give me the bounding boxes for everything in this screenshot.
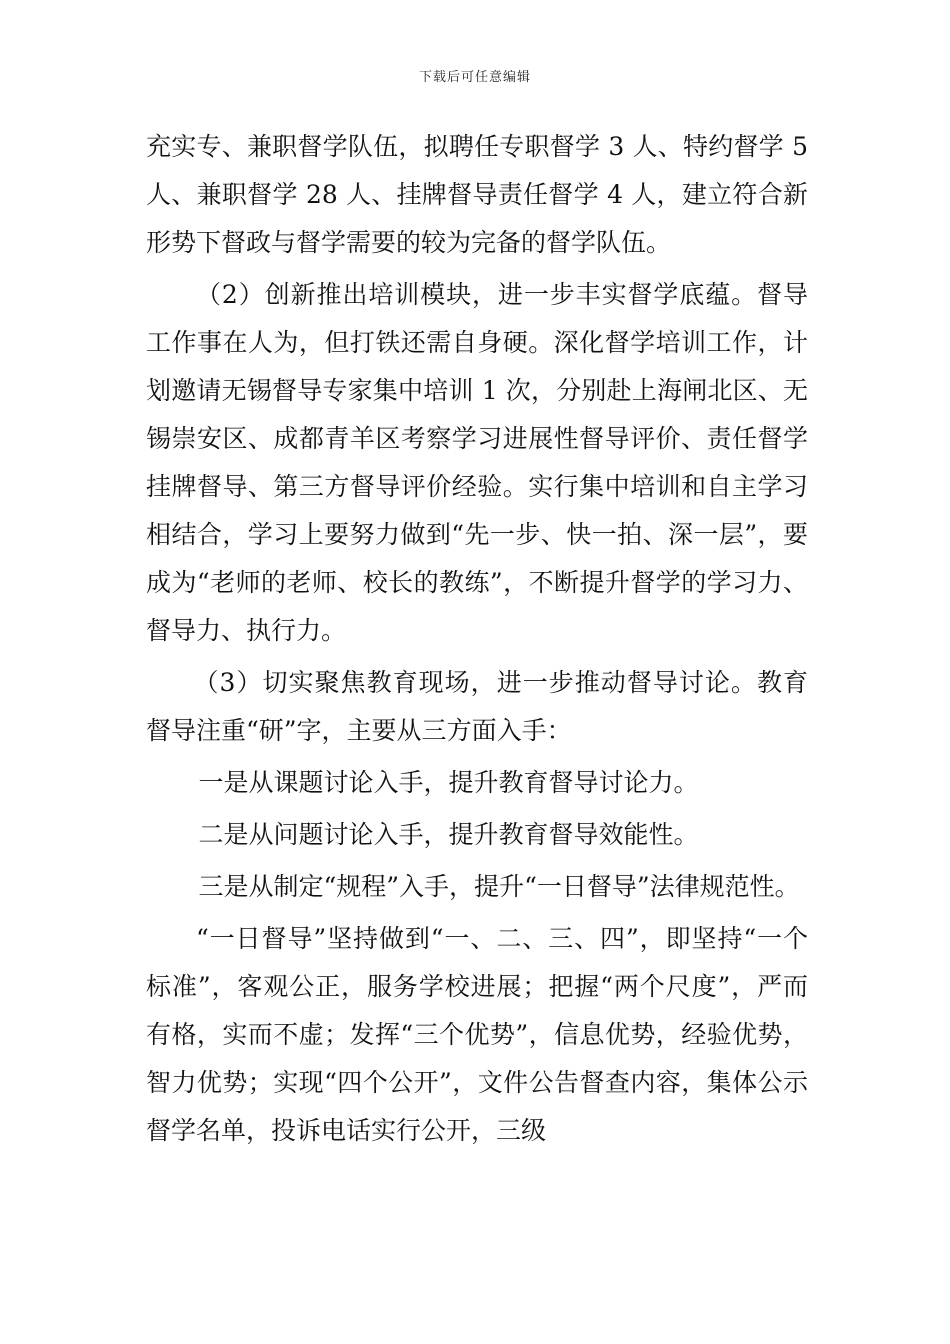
- paragraph-point-two: 二是从问题讨论入手，提升教育督导效能性。: [198, 820, 699, 849]
- paragraph-one-day-supervision: “一日督导”坚持做到“一、二、三、四”，即坚持“一个标准”，客观公正，服务学校进展；把握“两个尺度”，严而有格，实而不虚；发挥“三个优势”，信息优势，经验优势，智力优势；实现“四个公开”，文件公告督查内容，集体公示督学名单，投诉电话实行公开，三级: [146, 924, 808, 1145]
- paragraph-point-one: 一是从课题讨论入手，提升教育督导讨论力。: [198, 768, 699, 797]
- paragraph-training-module: （2）创新推出培训模块，进一步丰实督学底蕴。督导工作事在人为，但打铁还需自身硬。深化督学培训工作，计划邀请无锡督导专家集中培训 1 次，分别赴上海闸北区、无锡崇安区、成都青羊区考察学习进展性督导评价、责任督学挂牌督导、第三方督导评价经验。实行集中培训和自主学习相结合，学习上要努力做到“先一步、快一拍、深一层”，要成为“老师的老师、校长的教练”，不断提升督学的学习力、督导力、执行力。: [146, 280, 808, 645]
- paragraph-point-three: 三是从制定“规程”入手，提升“一日督导”法律规范性。: [198, 872, 800, 901]
- paragraph-supervisor-team: 充实专、兼职督学队伍，拟聘任专职督学 3 人、特约督学 5 人、兼职督学 28 人、挂牌督导责任督学 4 人，建立符合新形势下督政与督学需要的较为完备的督学队伍。: [146, 132, 808, 257]
- page-header-note: 下载后可任意编辑: [418, 70, 531, 85]
- paragraph-education-site: （3）切实聚焦教育现场，进一步推动督导讨论。教育督导注重“研”字，主要从三方面入手：: [146, 668, 808, 745]
- document-body: [146, 123, 808, 1155]
